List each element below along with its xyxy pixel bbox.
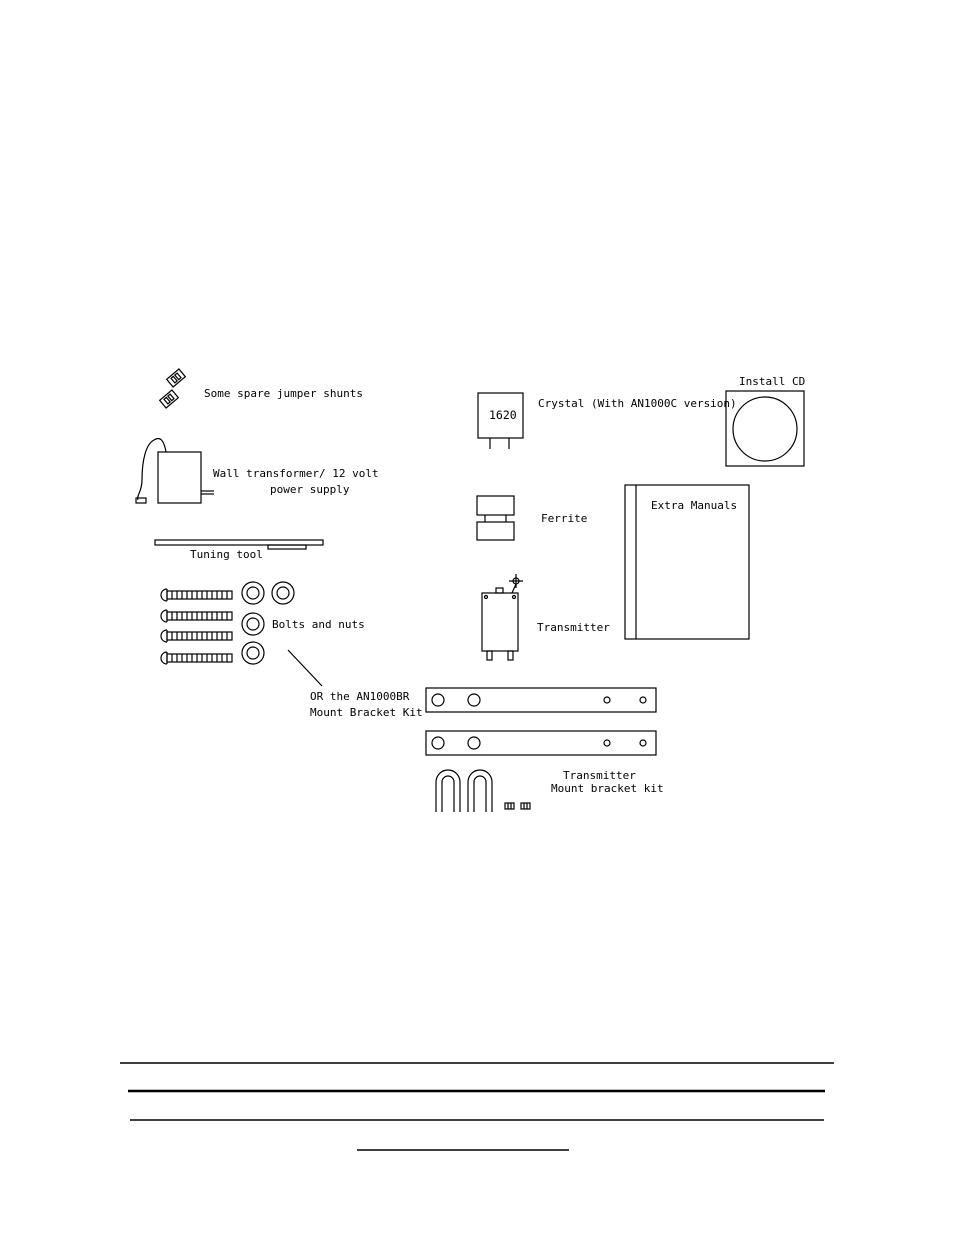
or-bracket-label-line1: OR the AN1000BR [310, 690, 410, 703]
crystal-label: Crystal (With AN1000C version) [538, 397, 737, 410]
jumper-shunts-illustration [160, 369, 186, 408]
or-bracket-label-line2: Mount Bracket Kit [310, 706, 423, 719]
transmitter-label: Transmitter [537, 621, 610, 634]
bolts-illustration [161, 589, 232, 664]
jumper-shunts-label: Some spare jumper shunts [204, 387, 363, 400]
bracket-kit-label-line2: Mount bracket kit [551, 782, 664, 795]
install-cd-illustration [726, 391, 804, 466]
ferrite-label: Ferrite [541, 512, 588, 525]
u-bolts-illustration [436, 770, 530, 812]
extra-manuals-label: Extra Manuals [651, 499, 738, 512]
bolts-and-nuts-label: Bolts and nuts [272, 618, 365, 631]
wall-transformer-illustration [136, 439, 214, 504]
wall-transformer-label-line1: Wall transformer/ 12 volt [213, 467, 379, 480]
transmitter-illustration [482, 574, 523, 660]
ferrite-illustration [477, 496, 514, 540]
bracket-kit-label-line1: Transmitter [563, 769, 636, 782]
crystal-marking: 1620 [489, 408, 517, 422]
tuning-tool-label: Tuning tool [190, 548, 263, 561]
mount-bracket-bars-illustration [426, 688, 656, 755]
leader-line [288, 650, 322, 686]
wall-transformer-label-line2: power supply [270, 483, 350, 496]
install-cd-label: Install CD [739, 375, 806, 388]
footer-rules [120, 1063, 834, 1150]
